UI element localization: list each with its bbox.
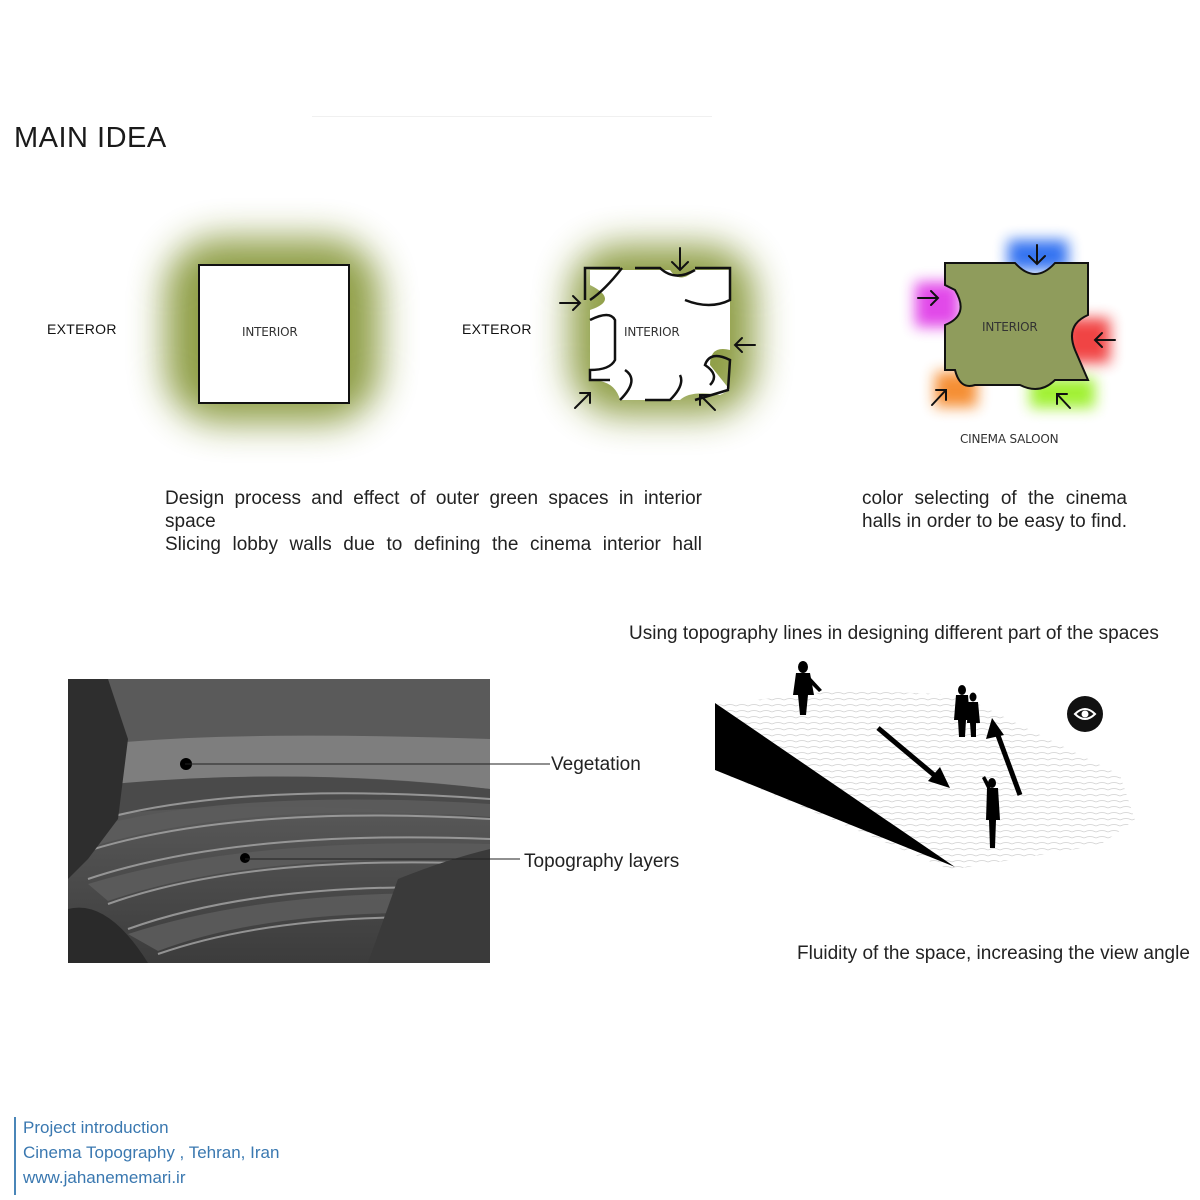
- exterior-label-2: EXTEROR: [462, 321, 532, 337]
- design-caption-line2: Slicing lobby walls due to defining the cinema interior hall: [165, 534, 702, 555]
- arrow-icon-group: [555, 240, 775, 430]
- design-caption-line1: Design process and effect of outer green spaces in interior space: [165, 488, 702, 532]
- exterior-label: EXTEROR: [47, 321, 117, 337]
- topography-heading: Using topography lines in designing different part of the spaces: [629, 623, 1159, 644]
- footer-website-link[interactable]: www.jahanememari.ir: [23, 1168, 186, 1187]
- page-title: MAIN IDEA: [14, 122, 167, 154]
- color-caption-line1: color selecting of the cinema: [862, 488, 1127, 509]
- topography-layers-label: Topography layers: [524, 851, 680, 872]
- interior-label: INTERIOR: [242, 325, 298, 339]
- interior-label-3: INTERIOR: [982, 320, 1038, 334]
- interior-label-2: INTERIOR: [624, 325, 680, 339]
- vegetation-label: Vegetation: [551, 754, 641, 775]
- design-caption: [165, 487, 702, 556]
- color-caption-line2: halls in order to be easy to find.: [862, 511, 1127, 532]
- callout-lines: [185, 760, 555, 870]
- footer-accent-bar: [14, 1117, 16, 1195]
- footer-project-intro: Project introduction: [23, 1118, 169, 1137]
- color-caption: [862, 487, 1127, 533]
- divider: [312, 116, 712, 117]
- fluidity-caption: Fluidity of the space, increasing the view angle: [797, 943, 1190, 964]
- eye-icon: [1067, 696, 1103, 732]
- cinema-saloon-label: CINEMA SALOON: [960, 432, 1059, 446]
- footer-project-name: Cinema Topography , Tehran, Iran: [23, 1143, 280, 1162]
- slope-diagram: [700, 655, 1150, 875]
